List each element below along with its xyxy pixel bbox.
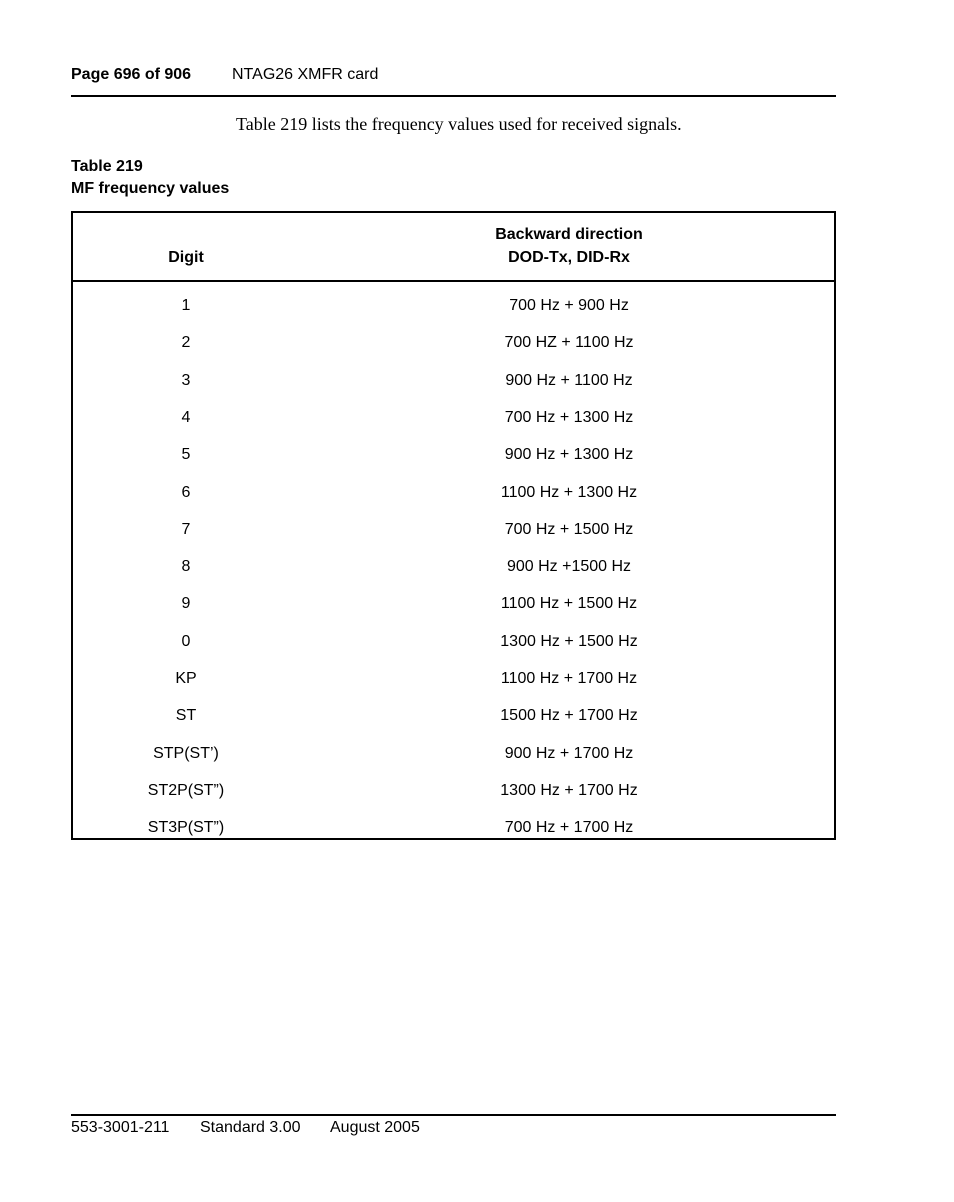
digit-cell: 7 xyxy=(181,520,191,538)
digit-cell: 9 xyxy=(181,595,191,613)
frequency-cell: 1500 Hz + 1700 Hz xyxy=(500,707,638,725)
table-caption xyxy=(71,156,229,200)
table-row xyxy=(73,364,834,401)
table-header xyxy=(73,213,834,282)
table-row xyxy=(73,699,834,736)
intro-paragraph: Table 219 lists the frequency values used for received signals. xyxy=(236,114,682,134)
digit-cell: ST xyxy=(175,707,197,725)
table-row xyxy=(73,587,834,624)
frequency-cell: 700 HZ + 1100 Hz xyxy=(504,334,634,352)
header-divider xyxy=(71,95,836,97)
digit-cell: 3 xyxy=(181,371,191,389)
digit-cell: 2 xyxy=(181,334,191,352)
digit-cell: 6 xyxy=(181,483,191,501)
table-row xyxy=(73,550,834,587)
section-title: NTAG26 XMFR card xyxy=(232,66,379,83)
frequency-cell: 700 Hz + 1500 Hz xyxy=(504,520,634,538)
digit-cell: 4 xyxy=(181,408,191,426)
column-header-backward-line1: Backward direction xyxy=(495,226,643,243)
table-row xyxy=(73,401,834,438)
digit-cell: STP(ST’) xyxy=(153,744,219,762)
frequency-cell: 700 Hz + 1300 Hz xyxy=(504,408,634,426)
table-row xyxy=(73,811,834,848)
frequency-cell: 1300 Hz + 1500 Hz xyxy=(500,632,638,650)
table-row xyxy=(73,438,834,475)
digit-cell: 1 xyxy=(181,297,191,314)
table-title: MF frequency values xyxy=(71,180,230,197)
frequency-cell: 1100 Hz + 1500 Hz xyxy=(500,595,638,613)
frequency-cell: 1100 Hz + 1300 Hz xyxy=(500,483,638,501)
document-standard: Standard 3.00 xyxy=(200,1119,301,1136)
table-row xyxy=(73,326,834,363)
table-row xyxy=(73,289,834,326)
document-number: 553-3001-211 xyxy=(71,1119,170,1136)
digit-cell: 8 xyxy=(181,558,191,576)
frequency-cell: 900 Hz + 1100 Hz xyxy=(505,371,633,389)
frequency-cell: 900 Hz + 1300 Hz xyxy=(504,446,634,464)
frequency-cell: 1100 Hz + 1700 Hz xyxy=(500,670,638,687)
digit-cell: ST3P(ST”) xyxy=(147,819,225,837)
column-header-backward-line2: DOD-Tx, DID-Rx xyxy=(508,249,630,266)
digit-cell: KP xyxy=(175,670,197,687)
frequency-cell: 1300 Hz + 1700 Hz xyxy=(500,781,638,799)
column-header-digit: Digit xyxy=(168,249,204,266)
digit-cell: ST2P(ST”) xyxy=(147,781,225,799)
table-row xyxy=(73,476,834,513)
table-row xyxy=(73,625,834,662)
page-header xyxy=(71,66,836,86)
column-header-backward-direction xyxy=(433,223,705,269)
page-number: Page 696 of 906 xyxy=(71,66,192,83)
document-date: August 2005 xyxy=(330,1119,420,1136)
footer-divider xyxy=(71,1114,836,1116)
digit-cell: 0 xyxy=(181,632,191,650)
frequency-cell: 700 Hz + 1700 Hz xyxy=(504,819,634,837)
frequency-cell: 900 Hz + 1700 Hz xyxy=(504,744,634,762)
digit-cell: 5 xyxy=(181,446,191,464)
mf-frequency-table xyxy=(71,211,836,840)
table-row xyxy=(73,774,834,811)
table-row xyxy=(73,737,834,774)
table-row xyxy=(73,513,834,550)
frequency-cell: 700 Hz + 900 Hz xyxy=(509,297,629,314)
table-number: Table 219 xyxy=(71,158,143,175)
frequency-cell: 900 Hz +1500 Hz xyxy=(506,558,632,576)
table-row xyxy=(73,662,834,699)
